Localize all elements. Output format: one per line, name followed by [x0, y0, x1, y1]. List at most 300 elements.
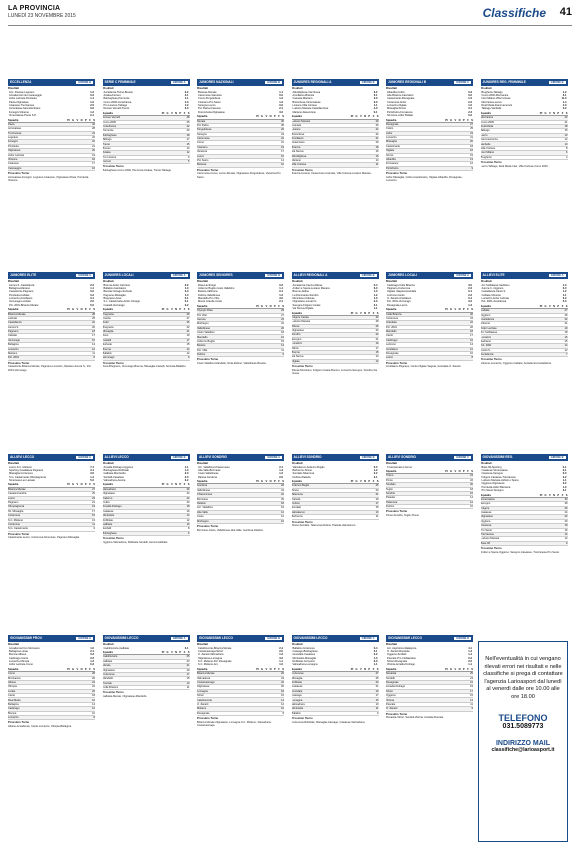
team-points: 22 — [92, 685, 95, 689]
header-col: S — [282, 304, 284, 308]
next-round-label: Prossimo Turno — [480, 546, 502, 551]
team-name: Olgiate — [386, 149, 395, 153]
group-badge: GIRONE A — [78, 273, 91, 277]
team-name: Brianza Merate — [8, 487, 26, 491]
match-name: Castellanza-Cantù S. — [481, 290, 507, 294]
team-name: Bormiese — [197, 497, 208, 501]
header-col: V — [76, 118, 79, 122]
header-team: Squadra — [102, 483, 113, 487]
match-name: Lomazzo-Ardor Lazzate — [481, 297, 510, 301]
header-col: V — [76, 308, 79, 312]
mail-address[interactable]: classifiche@larioasport.it — [491, 747, 555, 754]
team-name: Real Meda — [8, 698, 21, 702]
team-points: 15 — [375, 698, 379, 702]
team-points: 24 — [470, 316, 473, 320]
match-name: Monticello-Missaglia — [292, 656, 316, 660]
team-name: Cabiate — [480, 309, 490, 313]
header-col: N — [175, 111, 177, 115]
header-col: Pt — [539, 304, 543, 308]
team-name: Lomazzo — [386, 136, 397, 140]
match-name: Acc. Pavese-Legnano — [9, 90, 35, 94]
team-points: 14 — [281, 510, 284, 514]
group-badge: GIRONE B — [267, 80, 280, 84]
header-col: S — [93, 667, 95, 671]
match-score: 3-1 — [468, 107, 472, 111]
header-col: F — [183, 650, 186, 654]
team-points: 22 — [281, 322, 284, 326]
header-col: G — [544, 111, 547, 115]
results-label: Risultati — [291, 86, 303, 90]
match-name: Seregno-Folgore Carate — [292, 303, 321, 307]
match-score: 3-0 — [373, 660, 378, 664]
match-score: 5-0 — [90, 303, 94, 307]
header-col: V — [360, 480, 362, 484]
standings-block — [103, 272, 190, 455]
match-name: Base 96-Sporting — [481, 465, 502, 469]
block-title: JUNIORES REGIONALI B — [388, 80, 427, 85]
header-col: N — [458, 667, 461, 671]
standings-table — [386, 123, 473, 171]
team-name: Missaglia — [386, 140, 397, 144]
team-points: 22 — [375, 333, 379, 337]
header-col: P — [84, 483, 87, 487]
team-points: 22 — [281, 137, 284, 141]
match-score: 0-3 — [468, 90, 472, 94]
match-name: Beretta Osnago-Sorisole — [103, 290, 132, 294]
match-score: 1-1 — [184, 465, 189, 469]
results-label: Risultati — [102, 279, 114, 283]
match-name: Seregno-Lecco — [198, 104, 216, 108]
header-col: P — [179, 111, 182, 115]
group-badge: GIRONE A — [78, 636, 91, 640]
match-name: Brenno-Aldine — [292, 290, 309, 294]
block-title: ALLIEVI SONDRIO — [293, 455, 322, 460]
header-col: V — [360, 115, 362, 119]
match-name: Ballabio-Cortenova — [292, 646, 315, 650]
team-name: Grandate — [386, 321, 397, 325]
team-points: 24 — [92, 680, 95, 684]
match-name: Castelmarte-Rovagnate — [387, 97, 415, 101]
match-score: 2-0 — [184, 290, 189, 294]
team-points: 27 — [281, 313, 284, 317]
header-team: Squadra — [386, 118, 397, 122]
team-name: Olimpiagrenta — [8, 505, 25, 509]
standings-table — [481, 498, 568, 546]
header-col: N — [458, 308, 461, 312]
team-points: 10 — [470, 505, 473, 509]
header-col: Pt — [445, 667, 448, 671]
standings-block — [103, 454, 190, 637]
header-col: F — [89, 118, 91, 122]
next-round-label: Prossimo Turno — [197, 716, 219, 721]
header-col: Pt — [67, 667, 70, 671]
match-score: 1-2 — [184, 104, 189, 108]
team-name: Cantù — [8, 694, 15, 698]
team-points: 24 — [470, 474, 473, 478]
standings-table — [8, 123, 95, 171]
team-name: Arcadia Dolzago — [102, 505, 122, 509]
team-name: Lecco — [8, 496, 15, 500]
team-name: Missaglia — [291, 676, 303, 680]
team-points: 25 — [470, 127, 473, 131]
match-name: Ciserano-Pro Sesto — [198, 100, 221, 104]
team-points: 21 — [375, 493, 379, 497]
team-points: 15 — [281, 339, 284, 343]
team-name: Villa Cortese — [480, 146, 496, 150]
match-score: 2-2 — [373, 472, 378, 476]
team-points: 14 — [92, 702, 95, 706]
header-col: N — [175, 308, 177, 312]
header-col: S — [282, 667, 284, 671]
standings-block — [8, 635, 95, 818]
team-points: 10 — [186, 522, 190, 526]
team-points: 32 — [92, 122, 95, 126]
team-points: 12 — [564, 138, 568, 142]
match-name: Lomazzo-Olgiate — [387, 104, 407, 108]
result-row — [481, 300, 568, 303]
team-name: Luciano Manara — [291, 320, 311, 324]
team-points: 16 — [564, 528, 568, 532]
match-name: Sirmione-Ardor Bollate — [387, 114, 414, 118]
result-row — [103, 304, 190, 307]
team-name: Accademia — [480, 353, 494, 357]
team-name: Ardor Lazzate — [8, 153, 25, 157]
block-header — [8, 454, 95, 461]
next-round-fixtures: Brianza Merate-Olginatese, Lomagna-S.C. Molteno, Valmadrera-Costamasnaga. — [197, 720, 272, 728]
team-points: 24 — [281, 132, 284, 136]
header-col: G — [450, 667, 453, 671]
match-score: 0-1 — [184, 300, 189, 304]
team-points: 21 — [281, 141, 284, 145]
group-badge: GIRONE A — [172, 273, 186, 277]
match-name: Pagnano-Cortenova — [387, 286, 411, 290]
team-points: 17 — [375, 694, 379, 698]
team-name: Folgore Carate — [291, 315, 309, 319]
team-name: O. Zanetti — [386, 707, 398, 711]
header-team: Squadra — [8, 483, 19, 487]
match-name: Bregnano-Asso — [103, 297, 122, 301]
results-label: Risultati — [386, 86, 398, 90]
team-name: Mariano — [291, 159, 301, 163]
table-row — [386, 707, 473, 711]
match-name: Lecco-S.C. Molteno — [9, 465, 32, 469]
match-score: 1-1 — [373, 104, 378, 108]
team-points: 10 — [281, 707, 284, 711]
match-score: 1-1 — [279, 90, 283, 94]
team-name: Castellanza — [8, 321, 22, 325]
match-score: 2-0 — [279, 649, 283, 653]
header-col: V — [171, 111, 173, 115]
group-badge: GIRONE B — [550, 80, 564, 84]
team-name: Robbiate — [291, 680, 302, 684]
team-points: 15 — [92, 514, 95, 518]
team-name: Valtellinese — [197, 326, 211, 330]
match-name: Cadorago-Cantù — [9, 656, 29, 660]
team-name: Mozzanica — [8, 676, 21, 680]
team-points: 30 — [564, 497, 568, 501]
header-col: Pt — [67, 483, 70, 487]
header-col: V — [76, 483, 79, 487]
match-score: 3-2 — [184, 303, 189, 307]
block-header — [103, 272, 190, 279]
team-name: Ballabio — [102, 352, 112, 356]
team-points: 28 — [92, 672, 95, 676]
team-name: Rovagnate — [386, 122, 399, 126]
match-name: Monciano-Colicese — [292, 297, 315, 301]
match-score: 3-0 — [279, 297, 283, 301]
team-name: Fenegrò — [8, 140, 18, 144]
match-score: 3-1 — [90, 297, 94, 301]
team-points: 25 — [92, 492, 95, 496]
header-col: G — [450, 118, 453, 122]
match-score: 2-1 — [373, 303, 378, 307]
team-points: 12 — [186, 352, 190, 356]
team-points: 30 — [375, 315, 379, 319]
match-name: Fenegrò-Vittuone — [9, 110, 29, 114]
header-team: Squadra — [480, 111, 491, 115]
team-points: 16 — [564, 335, 568, 339]
next-round-fixtures: Ardor-Missaglia, Colico-Castelmarte, Olgiate-Albavilla, Rovagnate-Lomazzo. — [386, 175, 463, 183]
team-points: 16 — [92, 698, 95, 702]
team-points: 21 — [564, 322, 568, 326]
team-points: 22 — [375, 132, 379, 136]
header-col: F — [561, 111, 564, 115]
team-points: 9 — [471, 166, 473, 170]
match-name: Pol. 2001-Accademia — [481, 300, 507, 304]
team-points: 26 — [375, 324, 379, 328]
standings-block — [386, 635, 473, 818]
match-name: Calolziocorte-Galbiate — [103, 646, 130, 650]
team-name: Desenzano — [291, 141, 305, 145]
team-points: 18 — [186, 505, 190, 509]
header-col: S — [187, 308, 190, 312]
team-points: 25 — [470, 672, 473, 676]
block-header — [103, 635, 190, 642]
match-name: Alboldighese-Via Nuova — [292, 90, 321, 94]
match-name: Caronnese-Varesina — [198, 93, 222, 97]
header-col: V — [454, 308, 457, 312]
match-name: Cortenova-Ardor — [387, 100, 407, 104]
match-name: Tabiago-Vanbelle — [481, 107, 502, 111]
team-name: Bellagina — [8, 702, 19, 706]
team-name: Cisanese — [480, 524, 492, 528]
team-points: 30 — [281, 119, 284, 123]
team-name: Brenna — [102, 347, 111, 351]
match-name: Bulciaghese-Piemonte — [103, 97, 130, 101]
next-round-fixtures: Asso-Bregnano, Vercurago-Brenna, Missaglia-Castelli, Sorisole-Ballabio. — [102, 365, 187, 369]
match-score: 1-0 — [90, 646, 94, 650]
header-col: S — [565, 493, 568, 497]
team-name: Talamona — [291, 493, 303, 497]
match-name: Pagnano-Missaglia — [103, 293, 126, 297]
team-points: 18 — [92, 694, 95, 698]
match-name: Casnate-Mariano — [292, 97, 313, 101]
team-points: 18 — [564, 331, 568, 335]
header-col: S — [376, 115, 379, 119]
team-points: 8 — [471, 356, 473, 360]
standings-table — [292, 484, 379, 519]
block-header — [481, 272, 568, 279]
match-score: 0-0 — [279, 104, 283, 108]
match-name: Berbenno-Tirano — [292, 468, 312, 472]
team-name: Aurora S. — [8, 325, 19, 329]
team-points: 9 — [282, 353, 284, 357]
match-name: Fiorenzuola-Olginatese — [198, 110, 225, 114]
match-score: 5-0 — [90, 479, 94, 483]
match-name: Bosisio-Valbrona — [198, 290, 218, 294]
header-col: F — [372, 480, 375, 484]
team-name: Lecco — [197, 154, 204, 158]
team-points: 10 — [281, 163, 284, 167]
team-name: Villa Cortese — [291, 163, 307, 167]
team-points: 18 — [92, 330, 95, 334]
match-score: 3-0 — [373, 100, 378, 104]
team-points: 18 — [281, 502, 284, 505]
standings-block — [197, 454, 284, 637]
match-name: O. Zanetti-Valmadrera — [198, 653, 224, 657]
match-score: 1-3 — [279, 468, 283, 472]
match-name: Costamasnaga-Sirtori — [198, 649, 224, 653]
team-points: 20 — [186, 500, 190, 504]
team-name: Brianza Merate — [197, 672, 215, 676]
match-name: Robbiate-Cernusco — [292, 660, 315, 664]
standings-table — [386, 313, 473, 361]
match-score: 1-2 — [279, 97, 283, 101]
match-score: 2-2 — [468, 100, 472, 104]
header-col: F — [183, 308, 186, 312]
team-name: Trezzanese — [480, 533, 494, 536]
team-points: 9 — [471, 707, 473, 711]
team-name: Como — [197, 141, 204, 145]
result-row — [8, 114, 95, 117]
team-name: Sedriano — [480, 339, 491, 343]
team-name: Asso — [102, 334, 109, 338]
team-points: 17 — [375, 502, 379, 505]
standings-block — [386, 79, 473, 262]
team-points: 27 — [186, 316, 190, 320]
team-name: Sondrio — [291, 333, 301, 337]
header-team: Squadra — [480, 304, 491, 308]
standings-block — [292, 635, 379, 818]
block-header — [197, 454, 284, 461]
team-name: Pro Vitto — [197, 313, 207, 317]
team-name: Morbegno — [197, 322, 209, 326]
next-round-label: Prossimo Turno — [291, 519, 313, 524]
team-name: Alta Valle — [197, 510, 208, 514]
next-round-label: Prossimo Turno — [386, 171, 408, 176]
team-name: Dubino — [291, 502, 300, 505]
match-name: Como-Pergolettese — [198, 97, 221, 101]
next-round-label: Prossimo Turno — [386, 360, 408, 365]
match-name: Oggiono-Sordelli — [387, 653, 407, 657]
team-name: Portichetto — [386, 166, 399, 170]
phone-number[interactable]: 031.5089773 — [502, 723, 544, 731]
header-col: S — [376, 667, 379, 671]
team-points: 4 — [566, 155, 568, 159]
team-points: 27 — [92, 487, 95, 491]
header-col: G — [355, 311, 358, 315]
header-col: Pt — [67, 118, 70, 122]
header-col: S — [187, 650, 190, 654]
header-col: P — [557, 304, 560, 308]
team-name: Colle Brianza — [386, 312, 402, 316]
block-title: JUNIORES REG. FEMMINILE — [482, 80, 526, 85]
team-name: Pescate — [386, 702, 396, 706]
match-score: 1-0 — [184, 286, 189, 290]
match-score: 11-0 — [561, 97, 567, 101]
team-name: Azalea — [102, 151, 111, 155]
match-name: Arc. Valtellina-Chiavennese — [198, 465, 230, 469]
team-points: 24 — [281, 488, 284, 492]
block-title: GIOVANISSIMI PROV. — [10, 636, 43, 641]
match-name: Monte Grande-Cosio — [198, 300, 223, 304]
team-points: 15 — [470, 153, 473, 157]
team-name: Cosio Valtellino — [197, 331, 215, 335]
standings-table — [103, 488, 190, 536]
match-name: Cabiate-Vittuone — [481, 293, 501, 297]
team-points: 26 — [92, 676, 95, 680]
match-score: 3-0 — [90, 472, 94, 476]
match-score: 0-4 — [373, 646, 378, 650]
team-points: 10 — [470, 352, 473, 356]
team-name: Real Meda — [480, 124, 494, 128]
block-title: ALLIEVI SONDRIO — [199, 455, 227, 460]
team-name: Monticello — [102, 514, 115, 518]
next-round-fixtures: Vittuone-Lomazzo, Oggiono-Cabiate, Accademia-Castellanza. — [480, 362, 552, 366]
team-points: 19 — [92, 505, 95, 509]
team-name: Sordelli — [386, 676, 395, 680]
match-name: Vittoria-Arcadia Dolzago — [387, 663, 415, 667]
match-score: 0-2 — [279, 283, 283, 287]
header-col: S — [93, 483, 95, 487]
team-name: Paderno — [102, 496, 113, 500]
match-name: Cosio-Valtellinese — [198, 472, 219, 476]
header-col: G — [450, 469, 453, 473]
match-score: 2-3 — [184, 475, 189, 479]
team-name: Valmadrera — [102, 487, 116, 491]
team-name: Galbiate — [102, 522, 113, 526]
team-points: 24 — [186, 492, 190, 496]
team-points: 22 — [564, 317, 568, 321]
team-name: Tirano — [386, 474, 394, 478]
team-name: Vercurago — [102, 356, 115, 360]
result-row — [292, 476, 379, 479]
match-name: Alta Valle-Bormiese — [198, 468, 221, 472]
match-score: 1-0 — [468, 104, 472, 108]
header-col: P — [462, 667, 465, 671]
team-points: 27 — [470, 122, 473, 126]
match-name: Pro Lissone-Tabiago — [103, 104, 128, 108]
team-name: Olgiate — [291, 359, 300, 363]
team-points: 19 — [186, 334, 190, 338]
header-col: G — [355, 115, 358, 119]
header-col: G — [450, 308, 453, 312]
team-points: 9 — [566, 541, 568, 545]
team-name: Morbegno — [197, 519, 209, 523]
header-col: P — [273, 304, 276, 308]
standings-block — [481, 272, 568, 455]
block-header — [292, 454, 379, 461]
match-name: Castelli-Vercurago — [103, 303, 125, 307]
team-name: Vercurago — [8, 338, 20, 342]
match-name: Lissone-Villa Cortese — [292, 104, 317, 108]
next-round-label: Prossimo Turno — [197, 357, 219, 362]
team-name: Cortenove — [8, 522, 20, 526]
match-name: Accademia Fino Mornasco — [9, 646, 40, 650]
team-points: 26 — [186, 487, 190, 491]
match-name: O. Zanetti-Arcellasco — [387, 297, 412, 301]
team-name: Como 2000 — [480, 120, 494, 124]
